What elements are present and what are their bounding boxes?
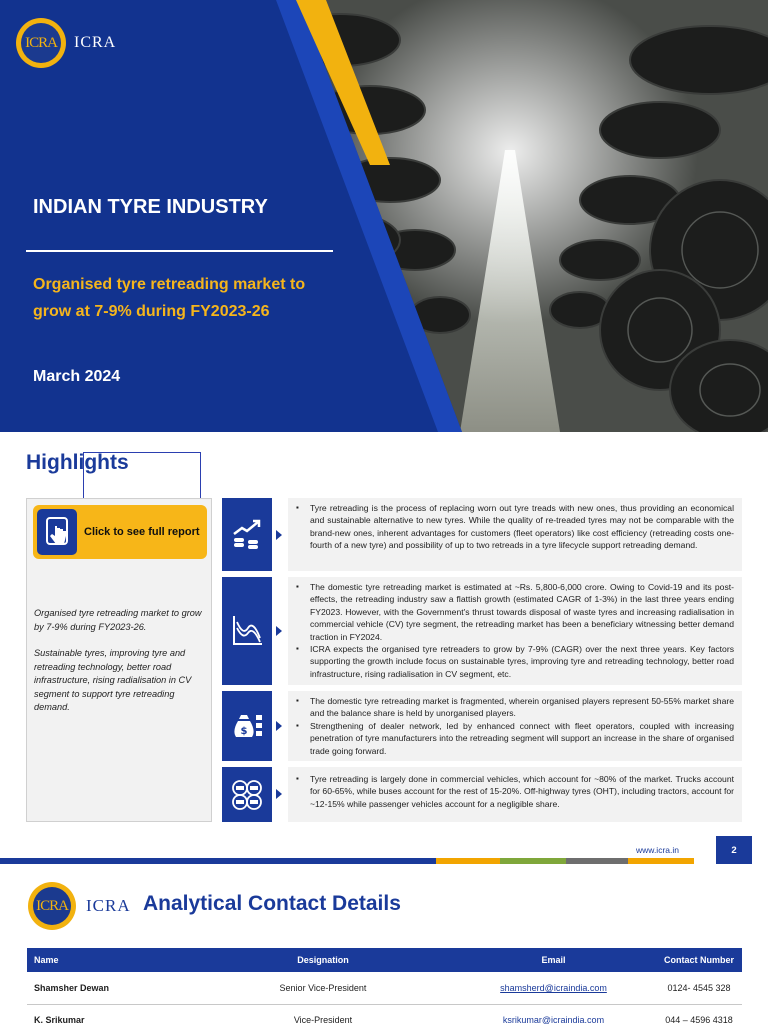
icra-logo: [16, 18, 116, 68]
icra-seal-monogram: ICRA: [21, 23, 61, 63]
highlight-bullet: ▪ Strengthening of dealer network, led by enhanced connect with fleet operators, coupled with increasing penetration of tyre manufacturers into the retreading segment will support an increase in the share of organised trade going forward.: [310, 720, 734, 757]
cover-page: [0, 0, 768, 432]
contacts-table: [27, 948, 742, 1024]
tap-hand-icon: [37, 509, 77, 555]
column-header: Email: [451, 948, 656, 972]
highlight-row: [288, 498, 742, 571]
money-chart-icon: [222, 498, 272, 571]
column-header: Name: [27, 948, 195, 972]
page-number: 2: [716, 836, 752, 864]
highlight-bullet: ▪ Tyre retreading is largely done in commercial vehicles, which account for ~80% of the market. Trucks account for 60-65%, while buses account for the rest of 15-20%. Off-highway tyres (OHT), including tractors, account for ~12-15% while passenger vehicles account for a negligible share.: [310, 773, 734, 810]
highlight-row: [288, 691, 742, 761]
icra-seal-monogram: ICRA: [33, 887, 71, 925]
row-pointer: [276, 626, 282, 636]
highlights-title: Highlights: [26, 451, 129, 474]
row-pointer: [276, 789, 282, 799]
vehicles-icon: [222, 767, 272, 822]
icra-seal-icon: [28, 882, 76, 930]
table-row: [27, 1004, 742, 1024]
row-pointer: [276, 530, 282, 540]
highlight-bullet: ▪ The domestic tyre retreading market is fragmented, wherein organised players represent 50-55% market share and the balance share is held by unorganised players.: [310, 695, 734, 720]
column-header: Designation: [195, 948, 451, 972]
table-row: [27, 972, 742, 1004]
footer-url-link[interactable]: www.icra.in: [636, 845, 679, 855]
footer-bar-segment: [500, 858, 566, 864]
row-pointer: [276, 721, 282, 731]
footer-bar-segment: [0, 858, 436, 864]
cover-title: INDIAN TYRE INDUSTRY: [33, 196, 268, 218]
cover-date: March 2024: [33, 368, 121, 385]
contact-email-link[interactable]: shamsherd@icraindia.com: [451, 972, 656, 1004]
svg-text:$: $: [240, 726, 248, 737]
cover-divider: [26, 250, 333, 252]
footer-bar-segment: [436, 858, 500, 864]
logo-text: ICRA: [74, 34, 117, 51]
contact-title: Analytical Contact Details: [143, 892, 401, 915]
contact-name: Shamsher Dewan: [27, 972, 195, 1004]
line-chart-icon: [222, 577, 272, 685]
footer-bar-segment: [628, 858, 694, 864]
summary-text: [34, 607, 209, 715]
highlight-bullet: ▪ ICRA expects the organised tyre retreaders to grow by 7-9% (CAGR) over the next three years. Key factors supporting the growth include focus on sustainable tyres, improving tyre and retreading technology, better road infrastructure, rising radialisation in CV segment, etc.: [310, 643, 734, 680]
footer-bar-segment: [566, 858, 628, 864]
highlight-bullet: ▪ Tyre retreading is the process of replacing worn out tyre treads with new ones, thus providing an economical and sustainable alternative to new tyres. While the quality of re-treaded tyres may not be comparable with the brand-new ones, inherent advantages for customers (fleet operators) like cost efficiency (retreading costs one-fourth of a new tyre) and possibility of up to two retreads in a tyre lifecycle support retreading demand.: [310, 502, 734, 552]
highlight-row: [288, 577, 742, 685]
contact-email-link[interactable]: ksrikumar@icraindia.com: [451, 1004, 656, 1024]
contact-phone: 0124- 4545 328: [656, 972, 742, 1004]
highlight-row: [288, 767, 742, 822]
logo-text: ICRA: [86, 896, 131, 915]
contact-name: K. Srikumar: [27, 1004, 195, 1024]
contact-designation: Senior Vice-President: [195, 972, 451, 1004]
money-bag-icon: [222, 691, 272, 761]
column-header: Contact Number: [656, 948, 742, 972]
highlight-bullet: ▪ The domestic tyre retreading market is estimated at ~Rs. 5,800-6,000 crore. Owing to Covid-19 and its post-effects, the retreading industry saw a flattish growth (estimated CAGR of 1-3%) in the last three years ending FY2023. However, with the Government's thrust towards disposal of waste tyres and increasing radialisation in commercial vehicle (CV) tyre segment, the retreading market has been a beneficiary witnessing better demand traction in FY2024.: [310, 581, 734, 643]
contact-phone: 044 – 4596 4318: [656, 1004, 742, 1024]
table-header-row: [27, 948, 742, 972]
summary-paragraph: Sustainable tyres, improving tyre and retreading technology, better road infrastructure, rising radialisation in CV segment to support tyre retreading demand.: [34, 648, 192, 712]
icra-seal-icon: [16, 18, 66, 68]
summary-paragraph: Organised tyre retreading market to grow by 7-9% during FY2023-26.: [34, 608, 202, 632]
icra-logo-small: [28, 882, 131, 930]
contact-designation: Vice-President: [195, 1004, 451, 1024]
summary-panel: [26, 498, 212, 822]
cover-subtitle: Organised tyre retreading market to grow at 7-9% during FY2023-26: [33, 276, 306, 320]
full-report-label: Click to see full report: [84, 526, 200, 538]
full-report-button[interactable]: [33, 505, 207, 559]
